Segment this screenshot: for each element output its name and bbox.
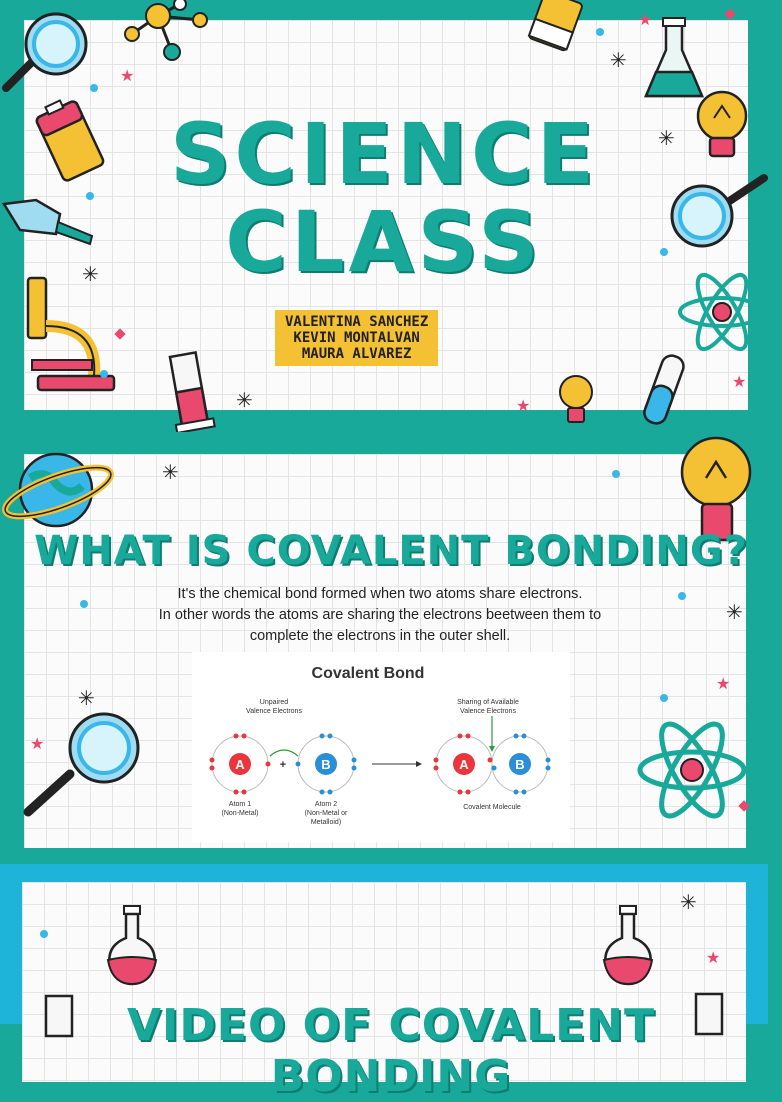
star-icon: ★ xyxy=(120,66,135,85)
description-line-2: In other words the atoms are sharing the electrons beetween them to xyxy=(158,607,602,623)
molecule-atom-b-symbol: B xyxy=(515,757,525,772)
authors-box xyxy=(275,310,438,366)
atom2-label-3: Metalloid) xyxy=(310,819,342,826)
molecule-atom-a-symbol: A xyxy=(459,757,469,772)
dot-icon xyxy=(40,930,48,938)
covalent-bond-figure xyxy=(192,652,570,842)
sparkle-icon: ✳ xyxy=(658,126,675,150)
star-icon: ★ xyxy=(638,10,653,29)
sparkle-icon: ✳ xyxy=(82,262,99,286)
covalent-description xyxy=(110,584,650,647)
slide-title xyxy=(0,0,768,432)
round-flask-icon xyxy=(600,904,656,988)
dot-icon xyxy=(724,8,735,19)
lightbulb-icon xyxy=(556,374,596,432)
round-flask-icon xyxy=(104,904,160,988)
planet-icon xyxy=(0,432,120,542)
dot-icon xyxy=(678,592,686,600)
test-tube-icon xyxy=(636,352,688,432)
author-1: VALENTINA SANCHEZ xyxy=(285,314,429,330)
battery-icon xyxy=(30,96,110,186)
dot-icon xyxy=(596,28,604,36)
dot-icon xyxy=(660,694,668,702)
sparkle-icon: ✳ xyxy=(236,388,253,412)
sparkle-icon: ✳ xyxy=(680,890,697,914)
goggles-icon xyxy=(0,192,96,248)
star-icon: ★ xyxy=(716,674,731,693)
graduated-cylinder-icon xyxy=(160,350,220,432)
title-line-2: CLASS xyxy=(225,193,543,291)
atom1-label-1: Atom 1 xyxy=(228,801,252,808)
molecule-icon xyxy=(118,0,218,64)
label-unpaired-1: Unpaired xyxy=(259,699,289,706)
dot-icon xyxy=(86,192,94,200)
author-2: KEVIN MONTALVAN xyxy=(293,330,420,346)
label-sharing-2: Valence Electrons xyxy=(460,708,516,715)
lightbulb-icon xyxy=(690,88,754,172)
magnifier-icon xyxy=(664,170,768,254)
atom-a-symbol: A xyxy=(235,757,245,772)
atom2-label-2: (Non-Metal or xyxy=(304,810,348,817)
molecule-label: Covalent Molecule xyxy=(463,804,521,811)
figure-title: Covalent Bond xyxy=(311,665,425,682)
author-3: MAURA ALVAREZ xyxy=(301,346,412,362)
title-line-1: SCIENCE xyxy=(169,105,599,203)
dot-icon xyxy=(90,84,98,92)
sparkle-icon: ✳ xyxy=(78,686,95,710)
sparkle-icon: ✳ xyxy=(726,600,743,624)
magnifier-icon xyxy=(0,6,100,96)
sparkle-icon: ✳ xyxy=(610,48,627,72)
atom-b-symbol: B xyxy=(321,757,331,772)
atom1-label-2: (Non-Metal) xyxy=(221,810,259,817)
description-line-3: complete the electrons in the outer shell. xyxy=(249,628,511,644)
video-heading: VIDEO OF COVALENT BONDING xyxy=(126,1000,656,1102)
star-icon: ★ xyxy=(516,396,531,415)
label-sharing-1: Sharing of Available xyxy=(457,699,519,706)
description-line-1: It's the chemical bond formed when two atoms share electrons. xyxy=(177,586,583,602)
dot-icon xyxy=(80,600,88,608)
dot-icon xyxy=(612,470,620,478)
star-icon: ★ xyxy=(732,372,747,391)
battery-icon xyxy=(528,0,592,56)
label-unpaired-2: Valence Electrons xyxy=(246,708,302,715)
dot-icon xyxy=(660,248,668,256)
atom2-label-1: Atom 2 xyxy=(314,801,338,808)
microscope-icon xyxy=(18,276,118,406)
atom-icon xyxy=(636,714,748,826)
covalent-heading: WHAT IS COVALENT BONDING? xyxy=(34,528,748,574)
slide-video xyxy=(0,864,768,1102)
magnifier-icon xyxy=(20,712,160,822)
sparkle-icon: ✳ xyxy=(162,460,179,484)
atom-icon xyxy=(676,266,768,358)
star-icon: ★ xyxy=(706,948,721,967)
plus-sign: + xyxy=(279,759,287,771)
star-icon: ★ xyxy=(30,734,45,753)
dot-icon xyxy=(100,370,108,378)
